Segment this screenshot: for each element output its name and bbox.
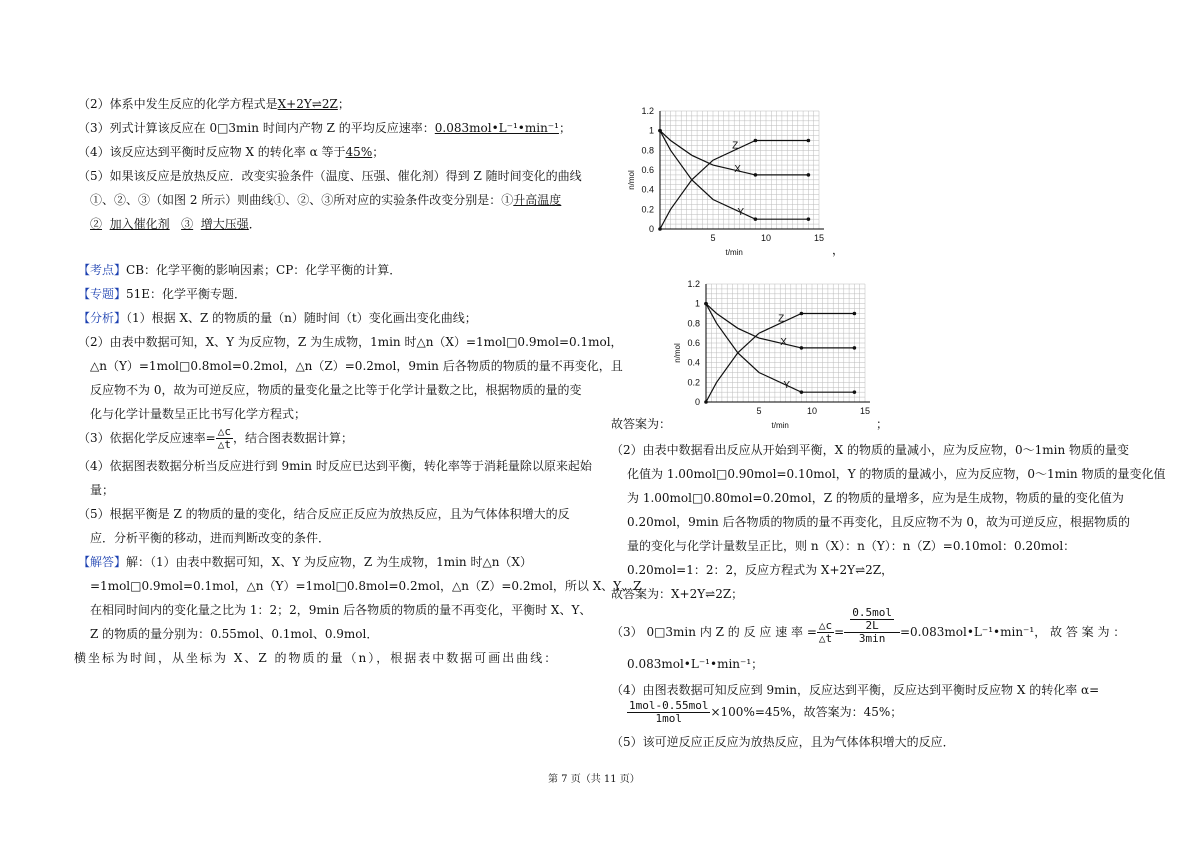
y-tick-label: 0.6 [641,165,654,175]
r4-post: ×100%=45%，故答案为：45%； [710,705,903,719]
data-point-y [800,390,804,394]
r3-equals: = [834,625,845,639]
r3-f1-denominator: △t [818,632,833,645]
right-4-line-2 [627,700,902,725]
answer-label-1: 故答案为： [611,417,672,431]
y-tick-label: 0.8 [641,145,654,156]
jieda-line-3: 在相同时间内的变化量之比为 1：2；2，9min 后各物质的物质的量不再变化，平衡时 X、Y、 [90,603,592,617]
analysis-2-line-1: （2）由表中数据可知，X、Y 为反应物，Z 为生成物，1min 时△n（X）=1mol□0.9mol=0.1mol， [78,335,623,349]
right-2-line-3: 为 1.00mol□0.80mol=0.20mol，Z 的物质的量增多，应为是生成物，物质的量的变化值为 [627,491,1124,505]
right-2-line-5: 量的变化与化学计量数呈正比，则 n（X）：n（Y）：n（Z）=0.10mol：0.20mol： [627,539,1076,553]
data-point-y [807,217,811,221]
right-4-line-1: （4）由图表数据可知反应到 9min，反应达到平衡，反应达到平衡时反应物 X 的转化率 α= [611,683,1100,697]
analysis-2-line-4: 化与化学计量数呈正比书写化学方程式； [90,407,307,421]
question-5-line-3 [90,216,261,232]
data-point-x [853,346,857,350]
right-3-line-2: 0.083mol•L⁻¹•min⁻¹； [627,657,764,671]
series-label-y: Y [737,207,745,219]
y-axis-label: n/mol [673,343,682,363]
r3-post: =0.083mol•L⁻¹•min⁻¹， 故 答 案 为 ： [899,625,1126,639]
y-tick-label: 0 [648,224,654,234]
data-point-x [754,173,758,177]
data-point-z [704,400,708,404]
y-tick-label: 0 [694,397,700,407]
y-tick-label: 0.2 [641,204,654,215]
analysis-4-line-1: （4）依据图表数据分析当反应进行到 9min 时反应已达到平衡，转化率等于消耗量除以原来起始 [78,459,592,473]
data-point-y [658,129,662,133]
fenxi-tag: 【分析】 [78,311,127,325]
chart-1 [626,97,831,257]
analysis-3-line [78,426,353,451]
q5-answer-1: 升高温度 [513,193,562,207]
x-tick-label: 10 [760,233,772,243]
series-label-z: Z [732,140,739,152]
right-2-line-4: 0.20mol，9min 后各物质的物质的量不再变化，且反应物不为 0，故为可逆反应，根据物质的 [627,515,1131,529]
data-point-x [807,173,811,177]
x-axis-label: t/min [771,421,789,430]
question-4 [78,144,384,160]
a3-text: （3）依据化学反应速率= [78,431,216,445]
series-label-x: X [734,163,741,175]
right-2-line-1: （2）由表中数据看出反应从开始到平衡，X 的物质的量减小，应为反应物，0～1min 物质的量变 [611,443,1130,457]
y-tick-label: 0.6 [687,338,700,348]
fenxi-text: （1）根据 X、Z 的物质的量（n）随时间（t）变化画出变化曲线； [126,311,477,325]
analysis-5-line-2: 应．分析平衡的移动，进而判断改变的条件． [90,531,331,545]
question-2 [78,96,350,112]
q4-post: ； [372,145,385,159]
right-5-line: （5）该可逆反应正反应为放热反应，且为气体体积增大的反应． [611,735,955,749]
q5-marker-3: ③ [181,217,194,231]
data-point-y [853,390,857,394]
question-5-line-1: （5）如果该反应是放热反应．改变实验条件（温度、压强、催化剂）得到 Z 随时间变化的曲线 [78,169,582,183]
r3-text: （3） 0□3min 内 Z 的 反 应 速 率 = [611,625,817,639]
q5-answer-2: 加入催化剂 [109,217,170,231]
analysis-2-line-3: 反应物不为 0，故为可逆反应，物质的量变化量之比等于化学计量数之比，根据物质的量的变 [90,383,582,397]
analysis-2-line-2: △n（Y）=1mol□0.8mol=0.2mol，△n（Z）=0.2mol，9min 后各物质的物质的量不再变化，且 [90,359,623,373]
r3-f2-numerator [844,607,900,633]
q5-text: ①、②、③（如图 2 所示）则曲线①、②、③所对应的实验条件改变分别是：① [90,193,514,207]
question-3 [78,120,571,136]
jieda-line-2: =1mol□0.9mol=0.1mol，△n（Y）=1mol□0.8mol=0.2mol，△n（Z）=0.2mol，所以 X、Y、Z [90,579,642,593]
fenxi-line [78,310,477,326]
data-point-z [800,312,804,316]
r3-f2-inner [850,607,894,632]
data-point-y [704,302,708,306]
series-label-z: Z [778,313,785,325]
x-tick-label: 5 [710,233,716,243]
question-5-line-2 [90,192,561,208]
r3-f2-inner-den: 2L [865,618,879,632]
r3-f1-numerator: △c [818,619,833,632]
data-point-z [853,312,857,316]
x-tick-label: 5 [756,406,762,416]
q4-answer: 45% [345,145,373,159]
conversion-fraction [627,700,710,725]
page-footer: 第 7 页（共 11 页） [548,774,640,785]
x-axis-label: t/min [725,248,743,257]
r3-fraction-1 [817,620,834,645]
a3-post: ，结合图表数据计算； [232,431,353,445]
y-tick-label: 1.2 [687,279,700,289]
jieda-line-4: Z 的物质的量分别为：0.55mol、0.1mol、0.9mol． [90,627,379,641]
q2-answer: X+2Y⇌2Z [277,97,338,111]
data-point-x [800,346,804,350]
analysis-4-line-2: 量； [90,483,115,497]
q5-marker-2: ② [90,217,103,231]
data-point-z [807,139,811,143]
kaodian-tag: 【考点】 [78,263,127,277]
q5-post: ． [248,217,261,231]
chart-2 [672,270,877,430]
chart-2-semicolon: ； [876,417,889,431]
q5-answer-3: 增大压强 [200,217,249,231]
right-2-line-7: 故答案为：X+2Y⇌2Z； [611,587,744,601]
kaodian-text: CB：化学平衡的影响因素；CP：化学平衡的计算． [126,263,402,277]
right-3-line-1 [611,605,1126,645]
y-tick-label: 1 [648,125,654,136]
zhuanti-tag: 【专题】 [78,287,127,301]
zhuanti-text: 51E：化学平衡专题． [126,287,247,301]
y-tick-label: 0.2 [687,377,700,388]
q3-text: （3）列式计算该反应在 0□3min 时间内产物 Z 的平均反应速率： [78,121,435,135]
analysis-5-line-1: （5）根据平衡是 Z 的物质的量的变化，结合反应正反应为放热反应，且为气体体积增大的反 [78,507,570,521]
data-point-z [658,227,662,231]
zhuanti-line [78,286,246,302]
series-label-x: X [780,336,787,348]
conversion-denominator: 1mol [655,712,682,725]
y-tick-label: 1.2 [641,106,654,116]
y-tick-label: 0.8 [687,318,700,329]
y-tick-label: 0.4 [641,184,654,195]
data-point-z [754,139,758,143]
y-axis-label: n/mol [627,170,636,190]
series-label-y: Y [783,380,791,392]
r3-fraction-2 [844,607,900,645]
y-tick-label: 1 [694,298,700,309]
rate-denominator: △t [217,438,231,451]
right-2-line-2: 化值为 1.00mol□0.90mol=0.10mol，Y 的物质的量减小，应为反应物，0～1min 物质的量变化值 [627,467,1166,481]
right-2-line-6: 0.20mol=1：2：2，反应方程式为 X+2Y⇌2Z， [627,563,894,577]
x-tick-label: 15 [859,406,871,416]
kaodian-line [78,262,401,278]
conversion-numerator: 1mol-0.55mol [629,699,709,712]
jieda-line-5: 横坐标为时间，从坐标为 X、Z 的物质的量（n），根据表中数据可画出曲线： [74,651,559,665]
rate-fraction [216,426,233,451]
rate-numerator: △c [217,425,231,438]
q3-answer: 0.083mol•L⁻¹•min⁻¹ [434,121,559,135]
chart-1-comma: ， [832,243,845,257]
data-point-y [754,217,758,221]
x-tick-label: 10 [806,406,818,416]
q4-text: （4）该反应达到平衡时反应物 X 的转化率 α 等于 [78,145,346,159]
q3-post: ； [558,121,571,135]
r3-f2-denominator: 3min [858,631,886,645]
x-tick-label: 15 [813,233,825,243]
jieda-text: 解：（1）由表中数据可知，X、Y 为反应物，Z 为生成物，1min 时△n（X） [126,555,532,569]
y-tick-label: 0.4 [687,357,700,368]
r3-f2-inner-num: 0.5mol [852,605,892,619]
q2-text: （2）体系中发生反应的化学方程式是 [78,97,278,111]
q2-post: ； [337,97,350,111]
jieda-tag: 【解答】 [78,555,127,569]
jieda-line [78,554,532,570]
